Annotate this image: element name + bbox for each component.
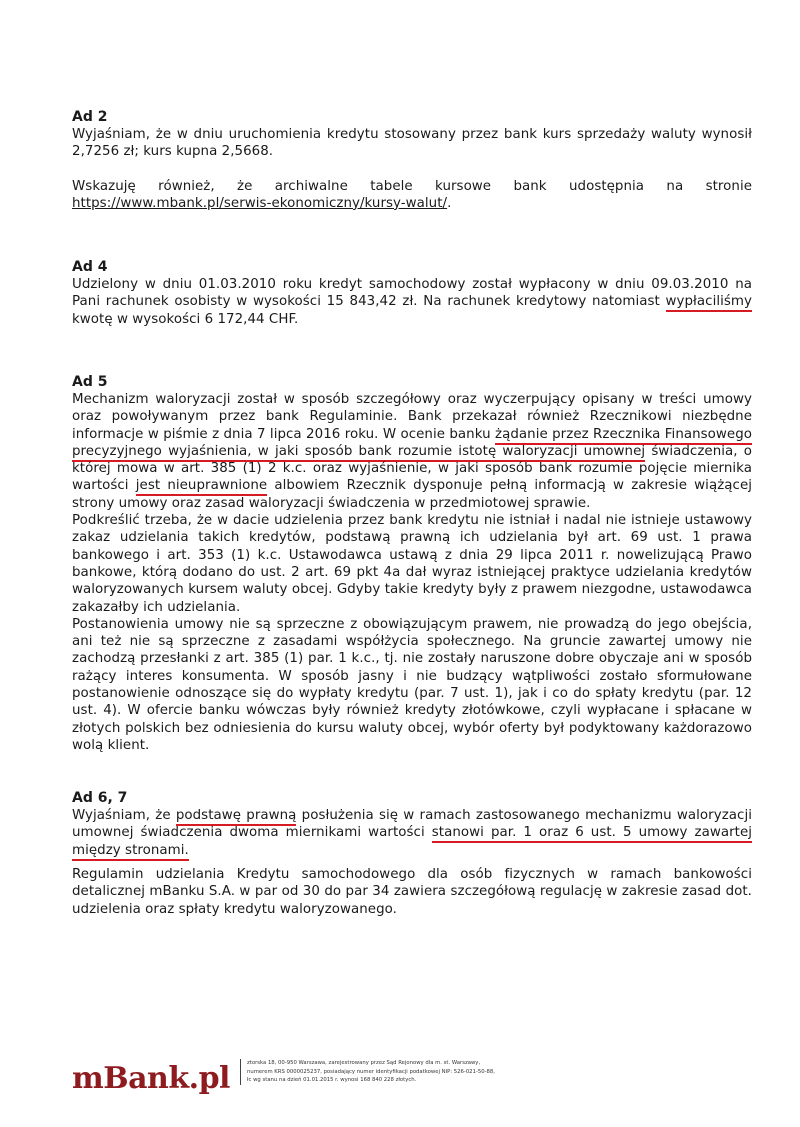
- paragraph: [72, 807, 752, 859]
- paragraph-text: Wskazuję również, że archiwalne tabele kursowe bank udostępnia na stronie: [72, 178, 752, 194]
- underlined-text: stanowi par. 1 oraz 6 ust. 5 umowy zawartej między stronami.: [72, 825, 752, 860]
- section-ad-4: [72, 258, 752, 328]
- section-regulamin: [72, 866, 752, 918]
- section-ad-2: [72, 108, 752, 212]
- paragraph-text: posłużenia się w ramach zastosowanego mechanizmu waloryzacji umownej świadczenia dwoma miernikami wartości: [72, 808, 752, 841]
- paragraph: [72, 391, 752, 512]
- paragraph-text: Udzielony w dniu 01.03.2010 roku kredyt samochodowy został wypłacony w dniu 09.03.2010 na Pani rachunek osobisty w wysokości 15 843,42 zł. Na rachunek kredytowy natomiast: [72, 277, 752, 310]
- paragraph-text: Mechanizm waloryzacji został w sposób szczegółowy oraz wyczerpujący opisany w treści umowy oraz powoływanym przez bank Regulaminie. Bank przekazał również Rzecznikowi niezbędne informacje w piśmie z dnia 7 lipca 2016 roku. W ocenie banku: [72, 392, 752, 442]
- underlined-text: żądanie przez Rzecznika Finansowego precyzyjnego wyjaśnienia, w jaki sposób bank rozumie istotę waloryzacji umownej: [72, 427, 752, 462]
- letter-footer: [72, 1055, 752, 1107]
- mbank-logo: mBank.pl: [72, 1061, 230, 1096]
- section-ad-5: [72, 373, 752, 754]
- paragraph-text: .: [447, 195, 452, 211]
- paragraph: [72, 276, 752, 328]
- section-heading: Ad 5: [72, 374, 108, 390]
- legal-line: numerem KRS 0000025237, posiadający numer identyfikacji podatkowej NIP: 526-021-50-88,: [247, 1068, 495, 1075]
- section-heading: Ad 2: [72, 109, 108, 125]
- paragraph: Regulamin udzielania Kredytu samochodowego dla osób fizycznych w ramach bankowości detalicznej mBanku S.A. w par od 30 do par 34 zawiera szczegółową regulację w zakresie zasad dot. udzielenia oraz spłaty kredytu waloryzowanego.: [72, 867, 752, 917]
- underlined-text: wypłaciliśmy: [666, 294, 752, 312]
- section-heading: Ad 4: [72, 259, 108, 275]
- underlined-text: podstawę prawną: [176, 808, 297, 826]
- section-ad-6-7: [72, 789, 752, 859]
- legal-line: łc wg stanu na dzień 01.01.2015 r. wynosi 168 840 228 złotych.: [247, 1077, 417, 1083]
- paragraph: Wyjaśniam, że w dniu uruchomienia kredytu stosowany przez bank kurs sprzedaży waluty wynosił 2,7256 zł; kurs kupna 2,5668.: [72, 127, 752, 160]
- paragraph-text: Wyjaśniam, że: [72, 808, 176, 823]
- paragraph-text: kwotę w wysokości 6 172,44 CHF.: [72, 311, 299, 327]
- paragraph: Postanowienia umowy nie są sprzeczne z obowiązującym prawem, nie prowadzą do jego obejścia, ani też nie są sprzeczne z zasadami współżycia społecznego. Na gruncie zawartej umowy nie zachodzą przesłanki z art. 385 (1) par. 1 k.c., tj. nie zostały naruszone dobre obyczaje ani w sposób rażący interes konsumenta. W sposób jasny i nie budzący wątpliwości zostało sformułowane postanowienie odnoszące się do wypłaty kredytu (par. 7 ust. 1), jak i co do spłaty kredytu (par. 12 ust. 4). W ofercie banku wówczas były również kredyty złotówkowe, czyli wypłacane i spłacane w złotych polskich bez odniesienia do kursu waluty obcej, wybór oferty był podyktowany każdorazowo wolą klient.: [72, 616, 752, 753]
- section-heading: Ad 6, 7: [72, 790, 128, 806]
- legal-line: ztorska 18, 00-950 Warszawa, zarejestrowany przez Sąd Rejonowy dla m. st. Warszawy,: [247, 1060, 481, 1066]
- paragraph: Podkreślić trzeba, że w dacie udzielenia przez bank kredytu nie istniał i nadal nie istnieje ustawowy zakaz udzielania takich kredytów, podstawą prawną ich udzielania był art. 69 ust. 1 prawa bankowego i art. 353 (1) k.c. Ustawodawca ustawą z dnia 29 lipca 2011 r. nowelizującą Prawo bankowe, którą dodano do ust. 2 art. 69 pkt 4a dał wyraz istniejącej praktyce udzielania kredytów waloryzowanych kursem waluty obcej. Gdyby takie kredyty były z prawem niezgodne, ustawodawca zakazałby ich udzielania.: [72, 513, 752, 615]
- paragraph: [72, 178, 752, 213]
- exchange-rates-link[interactable]: https://www.mbank.pl/serwis-ekonomiczny/kursy-walut/: [72, 195, 448, 211]
- paragraph-text: świadczenia, o której mowa w art. 385 (1) 2 k.c. oraz wyjaśnienie, w jaki sposób bank rozumie pojęcie miernika wartości: [72, 443, 753, 494]
- underlined-text: jest nieuprawnione: [136, 478, 267, 496]
- legal-notice: [240, 1059, 607, 1085]
- paragraph-text: albowiem Rzecznik dysponuje pełną informacją w zakresie wiążącej strony umowy oraz zasad waloryzacji świadczenia w przedmiotowej sprawie.: [72, 478, 753, 511]
